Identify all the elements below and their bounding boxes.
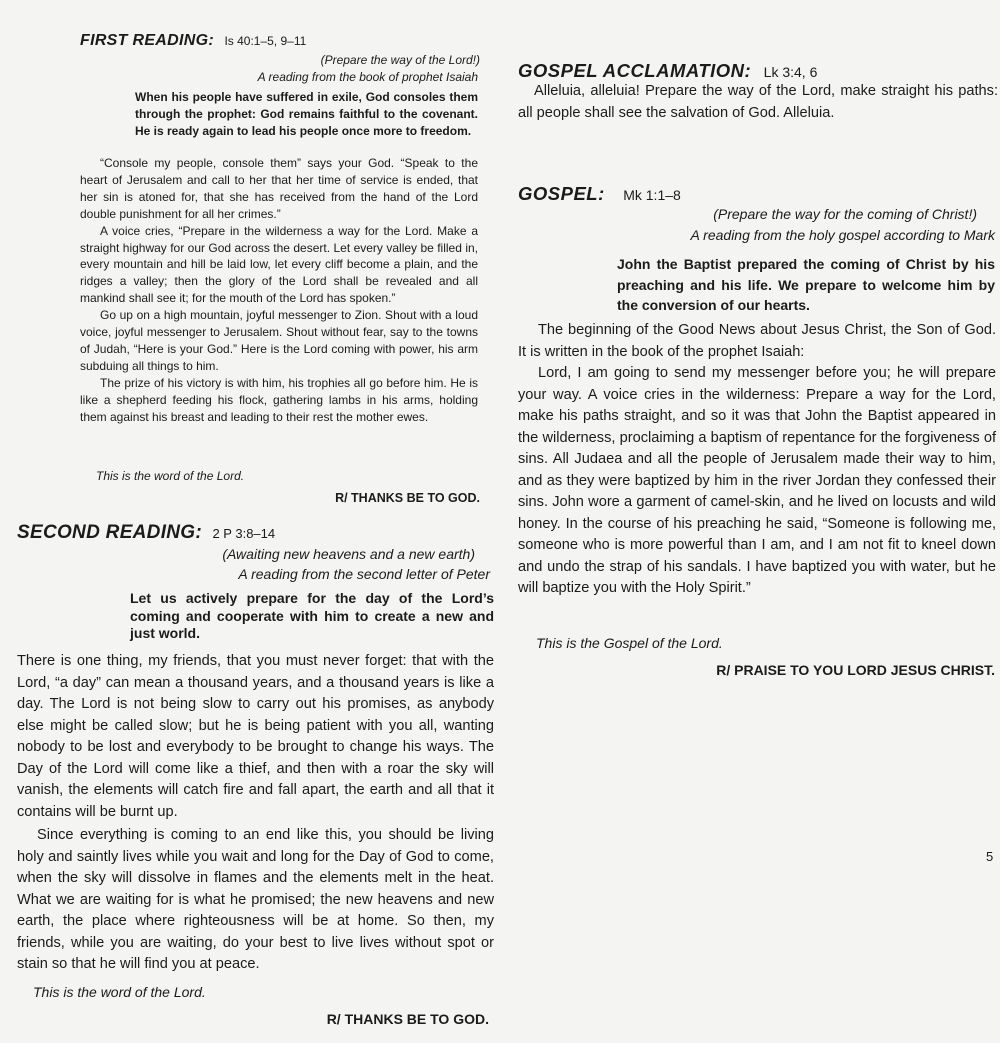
first-reading-response: R/ THANKS BE TO GOD. (335, 491, 480, 505)
gospel-body (518, 320, 996, 600)
first-reading-closing: This is the word of the Lord. (96, 469, 245, 483)
second-reading-paragraph: Since everything is coming to an end like this, you should be living holy and saintly lives while you wait and long for the Day of God to come, when the sky will dissolve in flames and the elements melt in the heat. What we are waiting for is what he promised; the new heavens and new earth, the place where righteousness will be at home. So then, my friends, while you are waiting, do your best to live lives without spot or stain so that he will find you at peace. (17, 827, 494, 972)
second-reading-subtitle: (Awaiting new heavens and a new earth) (222, 546, 475, 562)
gospel-acclamation-text: Alleluia, alleluia! Prepare the way of the Lord, make straight his paths: all people shall see the salvation of God. Alleluia. (518, 83, 998, 121)
gospel-reference: Mk 1:1–8 (623, 187, 681, 203)
page-number: 5 (986, 849, 994, 864)
first-reading-title: FIRST READING: (80, 32, 214, 49)
gospel-summary: John the Baptist prepared the coming of Christ by his preaching and his life. We prepare to welcome him by the conversion of our hearts. (617, 256, 995, 313)
first-reading-paragraph: A voice cries, “Prepare in the wilderness a way for the Lord. Make a straight highway for our God across the desert. Let every valley be filled in, every mountain and hill be laid low, let every cliff become a plain, and the ridges a valley; then the glory of the Lord shall be revealed and all mankind shall see it; for the mouth of the Lord has spoken.” (80, 223, 478, 306)
gospel-response: R/ PRAISE TO YOU LORD JESUS CHRIST. (716, 662, 995, 678)
second-reading-title: SECOND READING: (17, 522, 203, 543)
first-reading-paragraph: Go up on a high mountain, joyful messenger to Zion. Shout with a loud voice, joyful messenger to Jerusalem. Shout without fear, say to the towns of Judah, “Here is your God.” Here is the Lord coming with power, his arm subduing all things to him. (80, 308, 478, 373)
second-reading-paragraph: There is one thing, my friends, that you must never forget: that with the Lord, “a day” can mean a thousand years, and a thousand years is like a day. The Lord is not being slow to carry out his promises, as anybody else might be called slow; but he is being patient with you all, wanting nobody to be lost and everybody to be brought to change his ways. The Day of the Lord will come like a thief, and then with a roar the sky will vanish, the elements will catch fire and fall apart, the earth and all that it contains will be burnt up. (17, 653, 494, 820)
gospel-subtitle: (Prepare the way for the coming of Christ!) (713, 206, 977, 222)
first-reading-paragraph: “Console my people, console them” says your God. “Speak to the heart of Jerusalem and call to her that her time of service is ended, that her sin is atoned for, that she has received from the hand of the Lord double punishment for all her crimes.” (80, 156, 478, 221)
gospel-heading (518, 183, 998, 205)
first-reading-summary: When his people have suffered in exile, God consoles them through the prophet: God remains faithful to the covenant. He is ready again to lead his people once more to freedom. (135, 90, 478, 138)
first-reading-reference: Is 40:1–5, 9–11 (224, 34, 307, 48)
second-reading-closing: This is the word of the Lord. (33, 984, 206, 1000)
first-reading-paragraph: The prize of his victory is with him, his trophies all go before him. He is like a shepherd feeding his flock, gathering lambs in his arms, holding them against his breast and leading to their rest the mother ewes. (80, 375, 478, 424)
gospel-acclamation-reference: Lk 3:4, 6 (763, 64, 818, 80)
gospel-acclamation-title: GOSPEL ACCLAMATION: (518, 60, 752, 81)
second-reading-response: R/ THANKS BE TO GOD. (326, 1011, 489, 1027)
second-reading-summary: Let us actively prepare for the day of the Lord’s coming and cooperate with him to create a new and just world. (130, 590, 494, 641)
first-reading-subtitle: (Prepare the way of the Lord!) (320, 53, 480, 67)
gospel-acclamation-heading (518, 60, 998, 82)
gospel-source: A reading from the holy gospel according to Mark (690, 227, 995, 243)
second-reading-reference: 2 P 3:8–14 (212, 526, 276, 541)
second-reading-body (17, 651, 494, 976)
gospel-closing: This is the Gospel of the Lord. (536, 635, 723, 651)
gospel-title: GOSPEL: (518, 183, 605, 204)
first-reading-heading (80, 32, 500, 50)
second-reading-heading (17, 522, 497, 544)
first-reading-source: A reading from the book of prophet Isaiah (257, 70, 478, 84)
gospel-paragraph: The beginning of the Good News about Jesus Christ, the Son of God. It is written in the book of the prophet Isaiah: (518, 322, 996, 360)
gospel-paragraph: Lord, I am going to send my messenger before you; he will prepare your way. A voice cries in the wilderness: Prepare a way for the Lord, make his paths straight, and so it was that John the Baptist appeared in the wilderness, proclaiming a baptism of repentance for the forgiveness of sins. All Judaea and all the people of Jerusalem made their way to him, and as they were baptized by him in the river Jordan they confessed their sins. John wore a garment of camel-skin, and he lived on locusts and wild honey. In the course of his preaching he said, “Someone is following me, someone who is more powerful than I am, and I am not fit to kneel down and undo the strap of his sandals. I have baptized you with water, but he will baptize you with the Holy Spirit.” (518, 365, 996, 596)
first-reading-body (80, 155, 478, 426)
second-reading-source: A reading from the second letter of Peter (238, 566, 490, 582)
